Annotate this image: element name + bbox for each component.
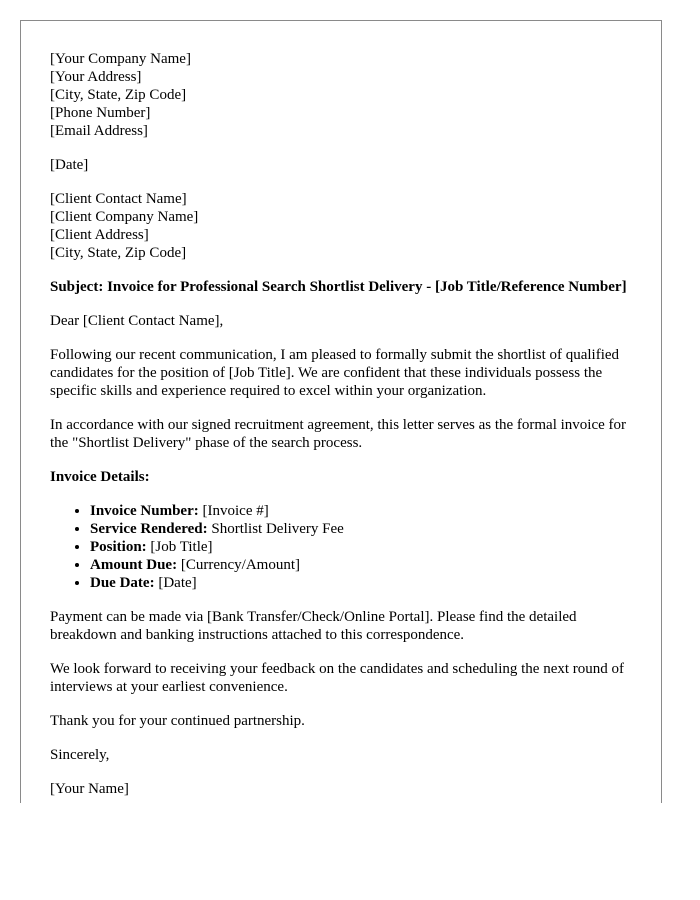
sender-city-state-zip: [City, State, Zip Code]: [50, 87, 187, 103]
list-item: [90, 502, 632, 520]
closing-paragraph-1: Payment can be made via [Bank Transfer/Check/Online Portal]. Please find the detailed breakdown and banking instructions attached to this correspondence.: [50, 609, 577, 643]
sender-company-name: [Your Company Name]: [50, 51, 191, 67]
recipient-company-name: [Client Company Name]: [50, 209, 199, 225]
salutation: Dear [Client Contact Name],: [50, 313, 224, 329]
invoice-number-label: Invoice Number:: [90, 503, 199, 519]
list-item: [90, 538, 632, 556]
amount-due-label: Amount Due:: [90, 557, 178, 573]
letter-page: [20, 20, 662, 803]
list-item: [90, 556, 632, 574]
recipient-city-state-zip: [City, State, Zip Code]: [50, 245, 187, 261]
list-item: [90, 520, 632, 538]
position-label: Position:: [90, 539, 147, 555]
letter-content: [21, 21, 661, 798]
recipient-contact-name: [Client Contact Name]: [50, 191, 187, 207]
subject-line: Subject: Invoice for Professional Search Shortlist Delivery - [Job Title/Reference Number]: [50, 279, 627, 295]
due-date-value: [Date]: [154, 575, 197, 591]
recipient-block: [50, 190, 632, 262]
list-item: [90, 574, 632, 592]
service-rendered-value: Shortlist Delivery Fee: [207, 521, 344, 537]
due-date-label: Due Date:: [90, 575, 155, 591]
sender-email: [Email Address]: [50, 123, 148, 139]
sender-address: [Your Address]: [50, 69, 142, 85]
amount-due-value: [Currency/Amount]: [177, 557, 300, 573]
signer-name: [Your Name]: [50, 781, 129, 797]
recipient-address: [Client Address]: [50, 227, 149, 243]
invoice-details-list: [50, 502, 632, 592]
closing-paragraph-2: We look forward to receiving your feedback on the candidates and scheduling the next round of interviews at your earliest convenience.: [50, 661, 625, 695]
sign-off: Sincerely,: [50, 747, 110, 763]
letter-date: [Date]: [50, 157, 89, 173]
sender-block: [50, 50, 632, 140]
position-value: [Job Title]: [146, 539, 213, 555]
body-paragraph-1: Following our recent communication, I am pleased to formally submit the shortlist of qualified candidates for the position of [Job Title]. We are confident that these individuals possess the specific skills and experience required to excel within your organization.: [50, 347, 620, 399]
body-paragraph-2: In accordance with our signed recruitment agreement, this letter serves as the formal invoice for the "Shortlist Delivery" phase of the search process.: [50, 417, 627, 451]
closing-paragraph-3: Thank you for your continued partnership.: [50, 713, 305, 729]
invoice-number-value: [Invoice #]: [198, 503, 269, 519]
invoice-details-heading: Invoice Details:: [50, 469, 150, 485]
service-rendered-label: Service Rendered:: [90, 521, 208, 537]
sender-phone: [Phone Number]: [50, 105, 151, 121]
